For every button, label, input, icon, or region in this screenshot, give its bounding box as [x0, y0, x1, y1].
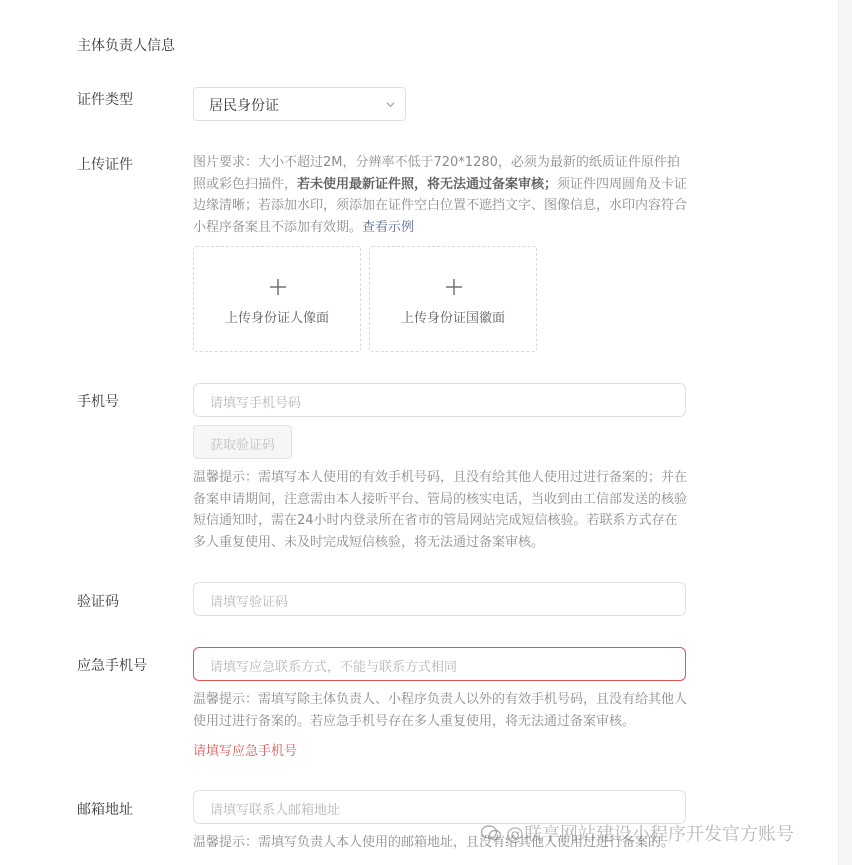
- view-example-link[interactable]: 查看示例: [362, 219, 415, 235]
- upload-id-front[interactable]: [193, 246, 361, 352]
- chat-bubble-icon: [480, 822, 502, 844]
- id-type-value: 居民身份证: [209, 98, 279, 114]
- plus-icon: [445, 278, 463, 296]
- id-type-select[interactable]: [193, 87, 406, 121]
- emergency-phone-placeholder: 请填写应急联系方式，不能与联系方式相同: [210, 660, 458, 675]
- section-title: 主体负责人信息: [77, 38, 175, 54]
- plus-icon: [269, 278, 287, 296]
- upload-id-front-label: 上传身份证人像面: [224, 311, 329, 326]
- email-input[interactable]: [193, 790, 686, 824]
- upload-hint-text-2: 须证件四周圆角及卡证边缘清晰；若添加水印，须添加在证件空白位置不遮挡文字、图像信息，水印内容符合小程序备案且不添加有效期。: [193, 176, 688, 235]
- get-code-button[interactable]: 获取验证码: [193, 425, 292, 459]
- email-placeholder: 请填写联系人邮箱地址: [210, 803, 341, 818]
- emergency-phone-input[interactable]: [193, 647, 686, 681]
- id-type-label: 证件类型: [77, 92, 133, 108]
- verify-code-placeholder: 请填写验证码: [210, 595, 289, 610]
- email-hint: 温馨提示：需填写负责人本人使用的邮箱地址，且没有给其他人使用过进行备案的。: [193, 835, 675, 850]
- upload-label: 上传证件: [77, 157, 133, 173]
- phone-label: 手机号: [77, 394, 119, 410]
- phone-input[interactable]: [193, 383, 686, 417]
- upload-id-back-label: 上传身份证国徽面: [400, 311, 505, 326]
- upload-hint-text-1: 图片要求：大小不超过2M，分辨率不低于720*1280，必须为最新的纸质证件原件拍照或彩色扫描件，: [193, 155, 680, 192]
- email-label: 邮箱地址: [77, 802, 133, 818]
- emergency-phone-hint: 温馨提示：需填写除主体负责人、小程序负责人以外的有效手机号码，且没有给其他人使用过进行备案的。若应急手机号存在多人重复使用，将无法通过备案审核。: [193, 692, 688, 729]
- phone-hint: 温馨提示：需填写本人使用的有效手机号码，且没有给其他人使用过进行备案的；并在备案申请期间，注意需由本人接听平台、管局的核实电话，当收到由工信部发送的核验短信通知时，需在24小时内登录所在省市的管局网站完成短信核验。若联系方式存在多人重复使用、未及时完成短信核验，将无法通过备案审核。: [193, 470, 688, 550]
- emergency-phone-error: 请填写应急手机号: [193, 744, 298, 759]
- upload-hint-warning: 若未使用最新证件照，将无法通过备案审核；: [297, 176, 558, 192]
- emergency-phone-label: 应急手机号: [77, 658, 147, 674]
- watermark-text: @联享网站建设小程序开发官方账号: [506, 824, 794, 845]
- upload-hint: [193, 152, 689, 238]
- watermark: [480, 820, 794, 846]
- scrollbar-track[interactable]: [838, 0, 852, 865]
- verify-code-input[interactable]: [193, 582, 686, 616]
- phone-placeholder: 请填写手机号码: [210, 396, 302, 411]
- upload-id-back[interactable]: [369, 246, 537, 352]
- verify-code-label: 验证码: [77, 594, 119, 610]
- chevron-down-icon: [386, 100, 395, 109]
